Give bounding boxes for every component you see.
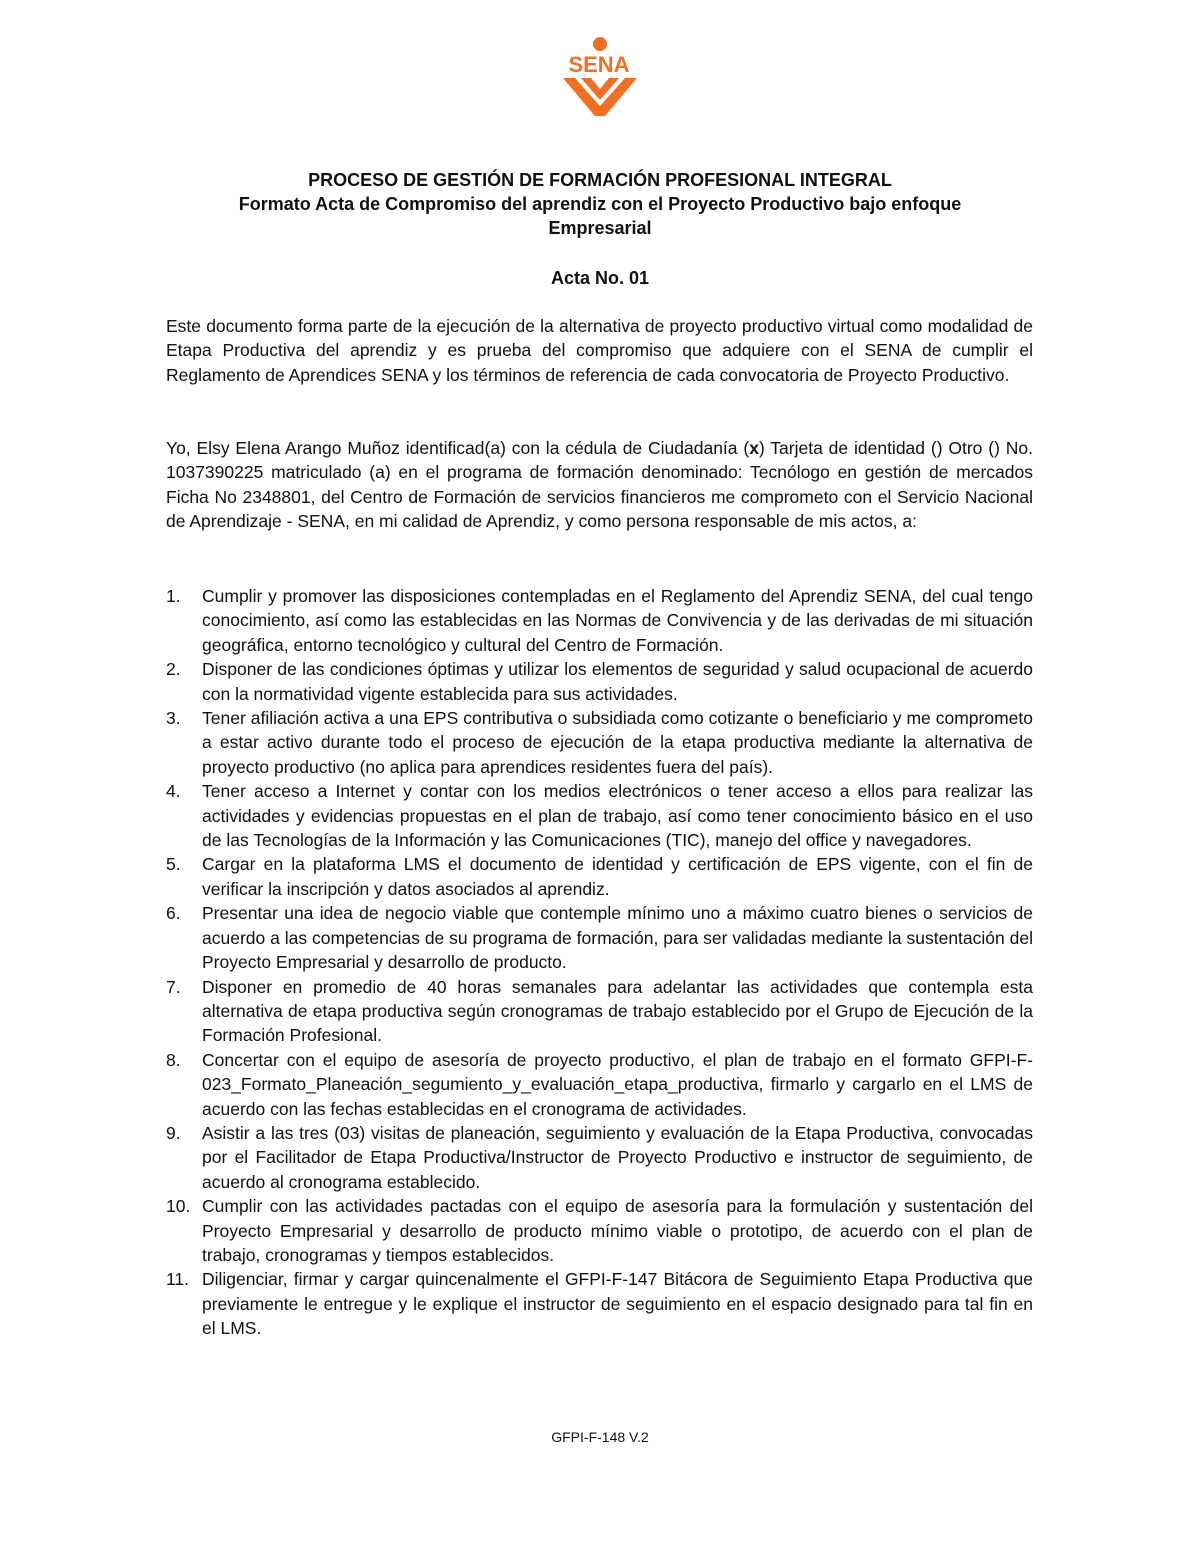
list-item-text: Diligenciar, firmar y cargar quincenalmente el GFPI-F-147 Bitácora de Seguimiento Etapa Productiva que previamente le entregue y le explique el instructor de seguimiento en el espacio designado para tal fin en el LMS.: [202, 1269, 1033, 1339]
list-item: [166, 706, 1033, 779]
list-item-text: Disponer de las condiciones óptimas y utilizar los elementos de seguridad y salud ocupacional de acuerdo con la normatividad vigente establecida para sus actividades.: [202, 659, 1033, 704]
list-item-text: Cumplir con las actividades pactadas con el equipo de asesoría para la formulación y sustentación del Proyecto Empresarial y desarrollo de producto mínimo viable o prototipo, de acuerdo con el plan de trabajo, cronogramas y tiempos establecidos.: [202, 1196, 1033, 1265]
statement-paragraph: [166, 436, 1033, 534]
list-item-number: 9.: [166, 1122, 181, 1143]
document-header: [150, 168, 1050, 240]
document-title: PROCESO DE GESTIÓN DE FORMACIÓN PROFESIONAL INTEGRAL: [308, 170, 892, 190]
list-item: [166, 657, 1033, 706]
list-item-text: Asistir a las tres (03) visitas de planeación, seguimiento y evaluación de la Etapa Productiva, convocadas por el Facilitador de Etapa Productiva/Instructor de Proyecto Productivo e instructor de seguimiento, de acuerdo al cronograma establecido.: [202, 1122, 1033, 1192]
list-item: [166, 779, 1033, 852]
list-item-number: 11.: [166, 1269, 190, 1290]
sena-logo: [553, 36, 645, 118]
list-item-text: Concertar con el equipo de asesoría de proyecto productivo, el plan de trabajo en el formato GFPI-F-023_Formato_Planeación_segumiento_y_evaluación_etapa_productiva, firmarlo y cargarlo en el LMS de acuerdo con las fechas establecidas en el cronograma de actividades.: [202, 1049, 1033, 1119]
list-item-number: 8.: [166, 1049, 181, 1070]
citizenship-mark: x: [749, 438, 759, 458]
list-item-number: 1.: [166, 586, 181, 606]
list-item-text: Tener afiliación activa a una EPS contributiva o subsidiada como cotizante o beneficiario y me comprometo a estar activo durante todo el proceso de ejecución de la etapa productiva mediante la alternativa de proyecto productivo (no aplica para aprendices residentes fuera del país).: [202, 708, 1033, 777]
list-item-text: Tener acceso a Internet y contar con los medios electrónicos o tener acceso a ellos para realizar las actividades y evidencias propuestas en el plan de trabajo, así como tener conocimiento básico en el uso de las Tecnologías de la Información y las Comunicaciones (TIC), manejo del office y navegadores.: [202, 781, 1033, 851]
list-item-number: 4.: [166, 781, 181, 802]
document-code-footer: GFPI-F-148 V.2: [551, 1429, 649, 1445]
list-item-number: 6.: [166, 903, 181, 924]
sena-logo-text: SENA: [568, 52, 630, 77]
list-item-text: Disponer en promedio de 40 horas semanales para adelantar las actividades que contempla esta alternativa de etapa productiva según cronogramas de trabajo establecido por el Grupo de Ejecución de la Formación Profesional.: [202, 976, 1033, 1046]
list-item-text: Cargar en la plataforma LMS el documento de identidad y certificación de EPS vigente, con el fin de verificar la inscripción y datos asociados al aprendiz.: [202, 854, 1033, 899]
list-item-number: 2.: [166, 659, 181, 680]
list-item: [166, 584, 1033, 657]
list-item-number: 10.: [166, 1196, 191, 1217]
list-item-text: Presentar una idea de negocio viable que contemple mínimo uno a máximo cuatro bienes o servicios de acuerdo a las competencias de su programa de formación, para ser validadas mediante la sustentación del Proyecto Empresarial y desarrollo de producto.: [202, 903, 1033, 973]
list-item-number: 3.: [166, 708, 181, 729]
list-item-number: 7.: [166, 976, 181, 997]
intro-paragraph: Este documento forma parte de la ejecución de la alternativa de proyecto productivo virtual como modalidad de Etapa Productiva del aprendiz y es prueba del compromiso que adquiere con el SENA de cumplir el Reglamento de Aprendices SENA y los términos de referencia de cada convocatoria de Proyecto Productivo.: [166, 316, 1033, 385]
list-item-number: 5.: [166, 854, 181, 875]
list-item: [166, 1048, 1033, 1121]
list-item: [166, 901, 1033, 974]
sena-logo-graphic: [553, 36, 645, 118]
acta-number: Acta No. 01: [550, 268, 650, 288]
statement-text-start: Yo, Elsy Elena Arango Muñoz identificad(a) con la cédula de Ciudadanía (: [166, 438, 750, 458]
list-item: [166, 1267, 1033, 1340]
list-item-text: Cumplir y promover las disposiciones contempladas en el Reglamento del Aprendiz SENA, del cual tengo conocimiento, así como las establecidas en las Normas de Convivencia y de las derivadas de mi situación geográfica, entorno tecnológico y cultural del Centro de Formación.: [202, 586, 1033, 655]
list-item: [166, 852, 1033, 901]
statement-text-end: ) Tarjeta de identidad () Otro () No. 1037390225 matriculado (a) en el programa de formación denominado: Tecnólogo en gestión de mercados Ficha No 2348801, del Centro de Formación de servicios financieros me comprometo con el Servicio Nacional de Aprendizaje - SENA, en mi calidad de Aprendiz, y como persona responsable de mis actos, a:: [166, 438, 1033, 532]
list-item: [166, 1194, 1033, 1267]
list-item: [166, 975, 1033, 1048]
commitments-list: [166, 584, 1033, 1341]
document-subtitle: Formato Acta de Compromiso del aprendiz con el Proyecto Productivo bajo enfoque Empresarial: [238, 194, 962, 238]
list-item: [166, 1121, 1033, 1194]
